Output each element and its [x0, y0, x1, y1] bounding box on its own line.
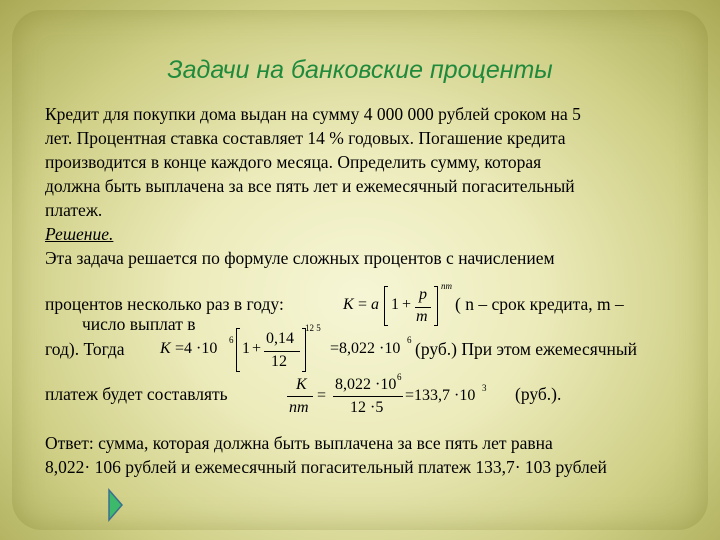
formula3-fraction-bar-2	[333, 396, 403, 397]
next-arrow-icon[interactable]	[108, 488, 124, 522]
problem-line: Кредит для покупки дома выдан на сумму 4 000 000 рублей сроком на 5	[45, 104, 581, 124]
payment-line-prefix: платеж будет составлять	[45, 384, 228, 404]
answer-line: 8,022· 106 рублей и ежемесячный погасительный платеж 133,7· 103 рублей	[45, 457, 607, 477]
formula1-eq: =	[358, 296, 368, 313]
formula3-den2: 12 ·5	[350, 399, 384, 416]
formula1-m: m	[416, 308, 428, 325]
formula2-num: 0,14	[266, 330, 294, 347]
formula2-one: 1	[242, 340, 250, 357]
formula2-fraction-bar	[264, 351, 300, 352]
formula1-bracket-right	[434, 286, 438, 326]
formula1-a: a	[371, 296, 379, 313]
formula3-rhs: =133,7 ·10	[405, 387, 476, 404]
formula3-rhs-exp: 3	[482, 383, 487, 393]
formula2-K: К	[160, 340, 171, 357]
problem-line: лет. Процентная ставка составляет 14 % годовых. Погашение кредита	[45, 128, 566, 148]
payment-line-suffix: (руб.).	[515, 384, 562, 404]
formula-line-continuation: число выплат в	[82, 314, 196, 334]
formula1-exponent: nm	[441, 281, 452, 291]
year-line-suffix: (руб.) При этом ежемесячный	[415, 339, 638, 359]
formula3-num2: 8,022 ·10	[335, 376, 397, 393]
slide-title: Задачи на банковские проценты	[167, 56, 553, 84]
formula3-num2-exp: 6	[397, 372, 402, 382]
formula3-den: nm	[289, 399, 309, 416]
formula2-exp6: 6	[229, 335, 234, 345]
formula2-rhs: =8,022 ·10	[330, 340, 401, 357]
formula2-rhs-exp: 6	[407, 335, 412, 345]
problem-line: платеж.	[45, 200, 103, 220]
formula3-eq: =	[317, 387, 327, 404]
formula3-fraction-bar	[287, 396, 313, 397]
formula2-plus: +	[252, 340, 262, 357]
formula1-one: 1	[391, 296, 399, 313]
formula3-num: К	[296, 376, 307, 393]
formula2-exponent: 12 5	[305, 323, 321, 333]
problem-line: производится в конце каждого месяца. Определить сумму, которая	[45, 152, 542, 172]
problem-text	[45, 102, 581, 222]
formula1-bracket-left	[384, 286, 388, 326]
problem-line: должна быть выплачена за все пять лет и ежемесячный погасительный	[45, 176, 575, 196]
year-line-prefix: год). Тогда	[45, 339, 125, 359]
formula2-den: 12	[271, 353, 287, 370]
formula1-K: К	[343, 296, 354, 313]
formula2-bracket-right	[302, 328, 306, 372]
solution-label: Решение.	[45, 224, 114, 244]
answer-line: Ответ: сумма, которая должна быть выплачена за все пять лет равна	[45, 433, 553, 453]
formula1-p: p	[419, 286, 427, 303]
formula-line-prefix: процентов несколько раз в году:	[45, 294, 284, 314]
formula2-eq: =4 ·10	[175, 340, 218, 357]
formula1-plus: +	[402, 296, 412, 313]
formula-line-suffix: ( n – срок кредита, m –	[455, 294, 624, 314]
solution-intro: Эта задача решается по формуле сложных процентов с начислением	[45, 248, 555, 268]
formula2-bracket-left	[236, 328, 240, 372]
